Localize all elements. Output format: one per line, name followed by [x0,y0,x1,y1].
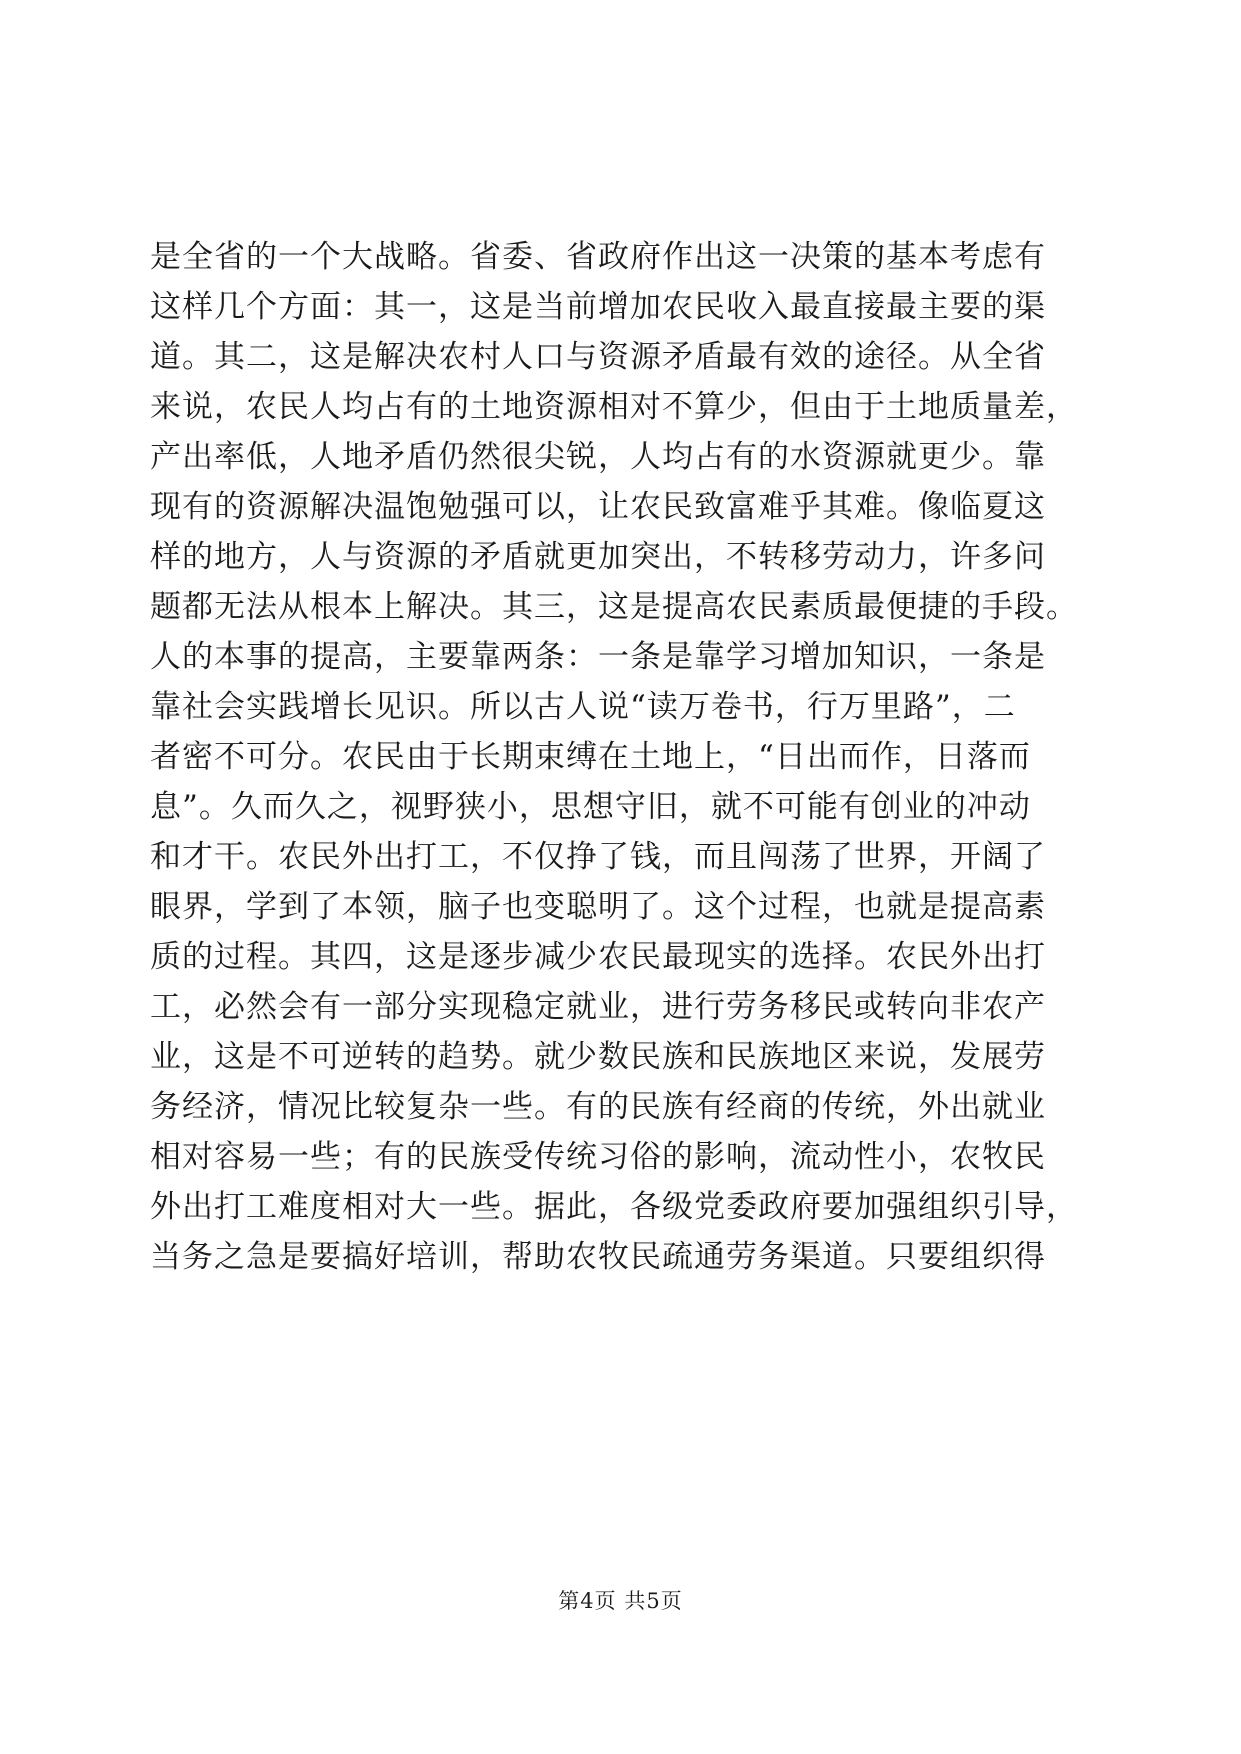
text-line: 这样几个方面：其一，这是当前增加农民收入最直接最主要的渠 [150,289,1046,325]
text-line: 者密不可分。农民由于长期束缚在土地上，“日出而作，日落而 [150,739,1031,775]
text-line: 眼界，学到了本领，脑子也变聪明了。这个过程，也就是提高素 [150,889,1046,925]
text-line: 质的过程。其四，这是逐步减少农民最现实的选择。农民外出打 [150,939,1046,975]
text-line: 样的地方，人与资源的矛盾就更加突出，不转移劳动力，许多问 [150,539,1046,575]
page-number-footer: 第4页 共5页 [558,1589,683,1613]
document-body [150,232,1090,1282]
text-line: 道。其二，这是解决农村人口与资源矛盾最有效的途径。从全省 [150,339,1046,375]
text-line: 是全省的一个大战略。省委、省政府作出这一决策的基本考虑有 [150,239,1046,275]
text-line: 题都无法从根本上解决。其三，这是提高农民素质最便捷的手段。 [150,589,1078,625]
text-line: 现有的资源解决温饱勉强可以，让农民致富难乎其难。像临夏这 [150,489,1046,525]
text-line: 产出率低，人地矛盾仍然很尖锐，人均占有的水资源就更少。靠 [150,439,1046,475]
text-line: 当务之急是要搞好培训，帮助农牧民疏通劳务渠道。只要组织得 [150,1239,1046,1275]
text-line: 靠社会实践增长见识。所以古人说“读万卷书，行万里路”，二 [150,689,1016,725]
text-line: 务经济，情况比较复杂一些。有的民族有经商的传统，外出就业 [150,1089,1046,1125]
text-line: 和才干。农民外出打工，不仅挣了钱，而且闯荡了世界，开阔了 [150,839,1046,875]
text-line: 人的本事的提高，主要靠两条：一条是靠学习增加知识，一条是 [150,639,1046,675]
text-line: 来说，农民人均占有的土地资源相对不算少，但由于土地质量差， [150,389,1078,425]
text-line: 相对容易一些；有的民族受传统习俗的影响，流动性小，农牧民 [150,1139,1046,1175]
text-line: 外出打工难度相对大一些。据此，各级党委政府要加强组织引导， [150,1189,1078,1225]
text-line: 业，这是不可逆转的趋势。就少数民族和民族地区来说，发展劳 [150,1039,1046,1075]
text-line: 工，必然会有一部分实现稳定就业，进行劳务移民或转向非农产 [150,989,1046,1025]
text-line: 息”。久而久之，视野狭小，思想守旧，就不可能有创业的冲动 [150,789,1031,825]
